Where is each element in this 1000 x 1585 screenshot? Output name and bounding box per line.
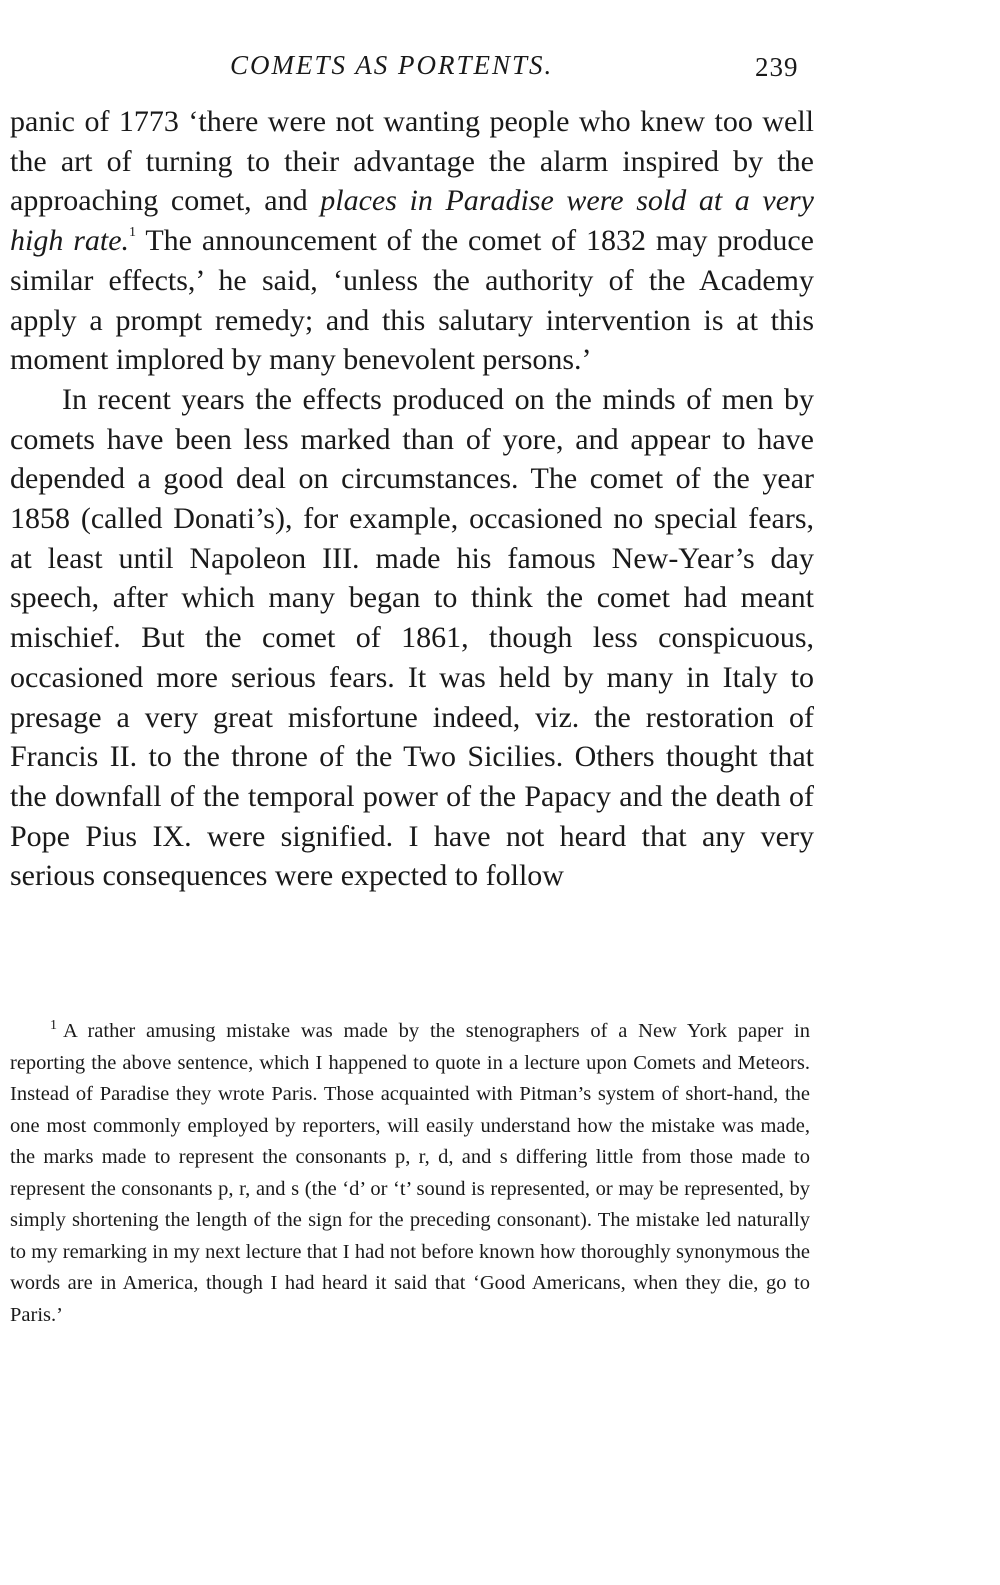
footnote-marker: 1 (50, 1018, 57, 1033)
page-number: 239 (755, 52, 799, 82)
footnote-text: A rather amusing mistake was made by the stenographers of a New York paper in reporting the above sentence, which I happened to quote in a lecture upon Comets and Meteors. Instead of Paradise they wrote Paris. Those acquainted with Pitman’s system of short-hand, the one most commonly employed by reporters, will easily understand how the mistake was made, the marks made to represent the consonants p, r, d, and s differing little from those made to represent the consonants p, r, and s (the ‘d’ or ‘t’ sound is represented, or may be represented, by simply shortening the length of the sign for the preceding consonant). The mistake led naturally to my remarking in my next lecture that I had not before known how thoroughly synonymous the words are in America, though I had heard it said that ‘Good Americans, when they die, go to Paris.’ (10, 1020, 810, 1326)
running-title: COMETS AS PORTENTS. (230, 50, 554, 80)
footnote-reference: 1 (129, 225, 137, 241)
paragraph-1 (10, 102, 814, 380)
page-header (0, 50, 1000, 90)
paragraph-1-text-a: panic of 1773 ‘there were not wanting people who knew too well the art of turning to their advantage the alarm inspired by the approaching comet, and (10, 105, 814, 218)
footnote (10, 1016, 810, 1331)
main-text (10, 102, 814, 896)
paragraph-1-text-b: The announcement of the comet of 1832 may produce similar effects,’ he said, ‘unless the authority of the Academy apply a prompt remedy; and this salutary intervention is at this moment implored by many benevolent persons.’ (10, 224, 814, 377)
footnote-paragraph (10, 1016, 810, 1331)
paragraph-2: In recent years the effects produced on the minds of men by comets have been less marked than of yore, and appear to have depended a good deal on circumstances. The comet of the year 1858 (called Donati’s), for example, occasioned no special fears, at least until Napoleon III. made his famous New-Year’s day speech, after which many began to think the comet had meant mischief. But the comet of 1861, though less conspicuous, occasioned more serious fears. It was held by many in Italy to presage a very great misfortune indeed, viz. the restoration of Francis II. to the throne of the Two Sicilies. Others thought that the downfall of the temporal power of the Papacy and the death of Pope Pius IX. were signified. I have not heard that any very serious consequences were expected to follow (10, 382, 814, 893)
paragraph-1-emphasis: places in Paradise were sold at a very high rate. (10, 184, 815, 258)
